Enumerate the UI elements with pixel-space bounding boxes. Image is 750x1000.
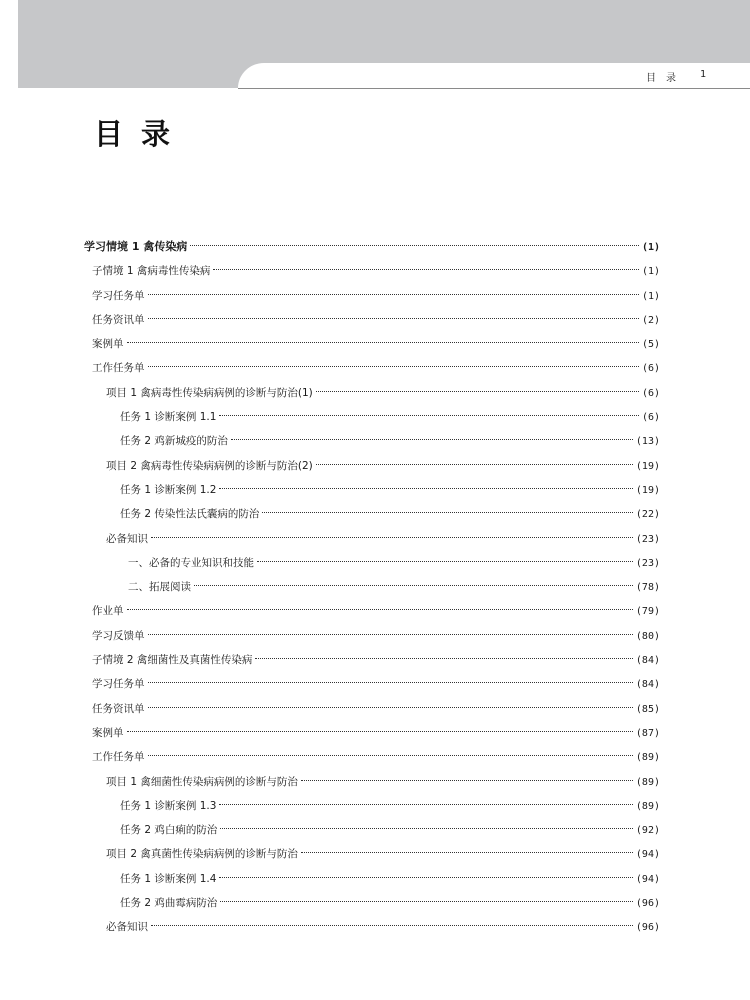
toc-entry-page: (79) [635,606,660,618]
toc-entry-page: (78) [635,582,660,594]
toc-entry-label: 项目 2 禽真菌性传染病病例的诊断与防治 [106,848,298,861]
toc-dot-leader [148,294,639,295]
toc-entry[interactable] [84,794,660,818]
toc-entry[interactable] [84,575,660,599]
toc-entry[interactable] [84,527,660,551]
toc-entry[interactable] [84,867,660,891]
toc-entry[interactable] [84,745,660,769]
toc-dot-leader [255,658,633,659]
toc-dot-leader [151,537,633,538]
toc-entry[interactable] [84,454,660,478]
toc-entry[interactable] [84,284,660,308]
toc-entry-label: 任务资讯单 [92,313,145,326]
toc-dot-leader [262,512,633,513]
toc-entry-page: (85) [635,703,660,715]
toc-entry-page: (94) [635,873,660,885]
toc-entry-page: (13) [635,436,660,448]
toc-entry-label: 任务 2 传染性法氏囊病的防治 [120,508,260,521]
toc-dot-leader [190,245,639,246]
toc-entry[interactable] [84,624,660,648]
toc-entry-page: (22) [635,509,660,521]
toc-dot-leader [219,415,639,416]
toc-entry-page: (1) [641,242,660,253]
header-rule [238,88,750,89]
toc-entry-page: (6) [641,412,660,424]
toc-entry-label: 任务 1 诊断案例 1.4 [120,872,217,885]
toc-entry-page: (6) [641,387,660,399]
toc-entry[interactable] [84,891,660,915]
running-head-page-number: 1 [699,69,708,80]
toc-entry[interactable] [84,915,660,939]
toc-entry-label: 工作任务单 [92,751,145,764]
toc-entry-page: (5) [641,339,660,351]
running-head-title: 目 录 [645,73,678,84]
toc-entry-label: 必备知识 [106,532,148,545]
toc-entry-label: 任务 2 鸡新城疫的防治 [120,435,228,448]
toc-entry-page: (92) [635,825,660,837]
page-title: 目录 [94,117,189,151]
toc-entry-page: (89) [635,800,660,812]
toc-entry-label: 学习任务单 [92,678,145,691]
toc-entry-page: (6) [641,363,660,375]
toc-dot-leader [148,707,633,708]
toc-entry[interactable] [84,842,660,866]
toc-entry-label: 学习情境 1 禽传染病 [84,240,188,253]
toc-entry-label: 必备知识 [106,921,148,934]
toc-entry-label: 项目 1 禽细菌性传染病病例的诊断与防治 [106,775,298,788]
toc-dot-leader [316,391,639,392]
toc-entry-page: (89) [635,776,660,788]
table-of-contents [84,235,660,940]
toc-dot-leader [301,780,633,781]
toc-entry-page: (94) [635,849,660,861]
toc-entry-page: (80) [635,630,660,642]
toc-entry-page: (84) [635,679,660,691]
running-head [646,69,708,84]
toc-entry[interactable] [84,429,660,453]
toc-entry[interactable] [84,648,660,672]
toc-entry[interactable] [84,551,660,575]
toc-dot-leader [127,731,633,732]
toc-entry-page: (23) [635,557,660,569]
toc-entry-page: (96) [635,922,660,934]
toc-dot-leader [219,877,633,878]
toc-dot-leader [127,342,639,343]
toc-entry-label: 任务 2 鸡白痢的防治 [120,824,218,837]
toc-dot-leader [219,488,633,489]
toc-entry[interactable] [84,697,660,721]
toc-entry[interactable] [84,235,660,259]
toc-entry-page: (2) [641,314,660,326]
toc-entry[interactable] [84,721,660,745]
toc-entry-page: (23) [635,533,660,545]
toc-entry[interactable] [84,381,660,405]
toc-entry[interactable] [84,405,660,429]
toc-entry[interactable] [84,259,660,283]
toc-dot-leader [148,755,633,756]
toc-entry[interactable] [84,502,660,526]
toc-entry[interactable] [84,332,660,356]
toc-entry[interactable] [84,672,660,696]
toc-dot-leader [220,828,633,829]
toc-entry[interactable] [84,478,660,502]
toc-dot-leader [220,901,633,902]
toc-dot-leader [148,634,633,635]
toc-entry-page: (1) [641,290,660,302]
toc-dot-leader [213,269,639,270]
toc-entry-label: 案例单 [92,726,124,739]
toc-entry-label: 子情境 1 禽病毒性传染病 [92,265,211,278]
toc-entry-label: 项目 1 禽病毒性传染病病例的诊断与防治(1) [106,386,313,399]
toc-entry-label: 学习任务单 [92,289,145,302]
toc-entry-label: 任务 2 鸡曲霉病防治 [120,897,218,910]
toc-dot-leader [148,318,639,319]
toc-entry-label: 学习反馈单 [92,629,145,642]
toc-dot-leader [127,609,633,610]
toc-entry-page: (89) [635,752,660,764]
toc-entry-page: (87) [635,727,660,739]
toc-entry-label: 案例单 [92,338,124,351]
toc-dot-leader [148,366,639,367]
toc-entry-page: (19) [635,484,660,496]
toc-entry-page: (84) [635,655,660,667]
toc-entry[interactable] [84,356,660,380]
toc-entry-label: 子情境 2 禽细菌性及真菌性传染病 [92,654,253,667]
toc-entry[interactable] [84,599,660,623]
toc-dot-leader [257,561,633,562]
toc-entry[interactable] [84,818,660,842]
toc-entry-label: 任务 1 诊断案例 1.3 [120,799,217,812]
toc-entry-label: 一、必备的专业知识和技能 [128,556,254,569]
toc-dot-leader [231,439,633,440]
toc-entry-label: 任务 1 诊断案例 1.1 [120,411,217,424]
toc-entry-page: (96) [635,898,660,910]
toc-entry-label: 工作任务单 [92,362,145,375]
toc-entry-label: 二、拓展阅读 [128,581,191,594]
toc-dot-leader [194,585,633,586]
toc-entry[interactable] [84,308,660,332]
toc-dot-leader [219,804,633,805]
toc-dot-leader [148,682,633,683]
toc-dot-leader [301,852,633,853]
toc-entry-label: 项目 2 禽病毒性传染病病例的诊断与防治(2) [106,459,313,472]
toc-entry-page: (1) [641,266,660,278]
toc-dot-leader [151,925,633,926]
toc-dot-leader [316,464,633,465]
toc-entry-page: (19) [635,460,660,472]
toc-entry-label: 作业单 [92,605,124,618]
toc-entry[interactable] [84,770,660,794]
toc-entry-label: 任务 1 诊断案例 1.2 [120,483,217,496]
toc-entry-label: 任务资讯单 [92,702,145,715]
